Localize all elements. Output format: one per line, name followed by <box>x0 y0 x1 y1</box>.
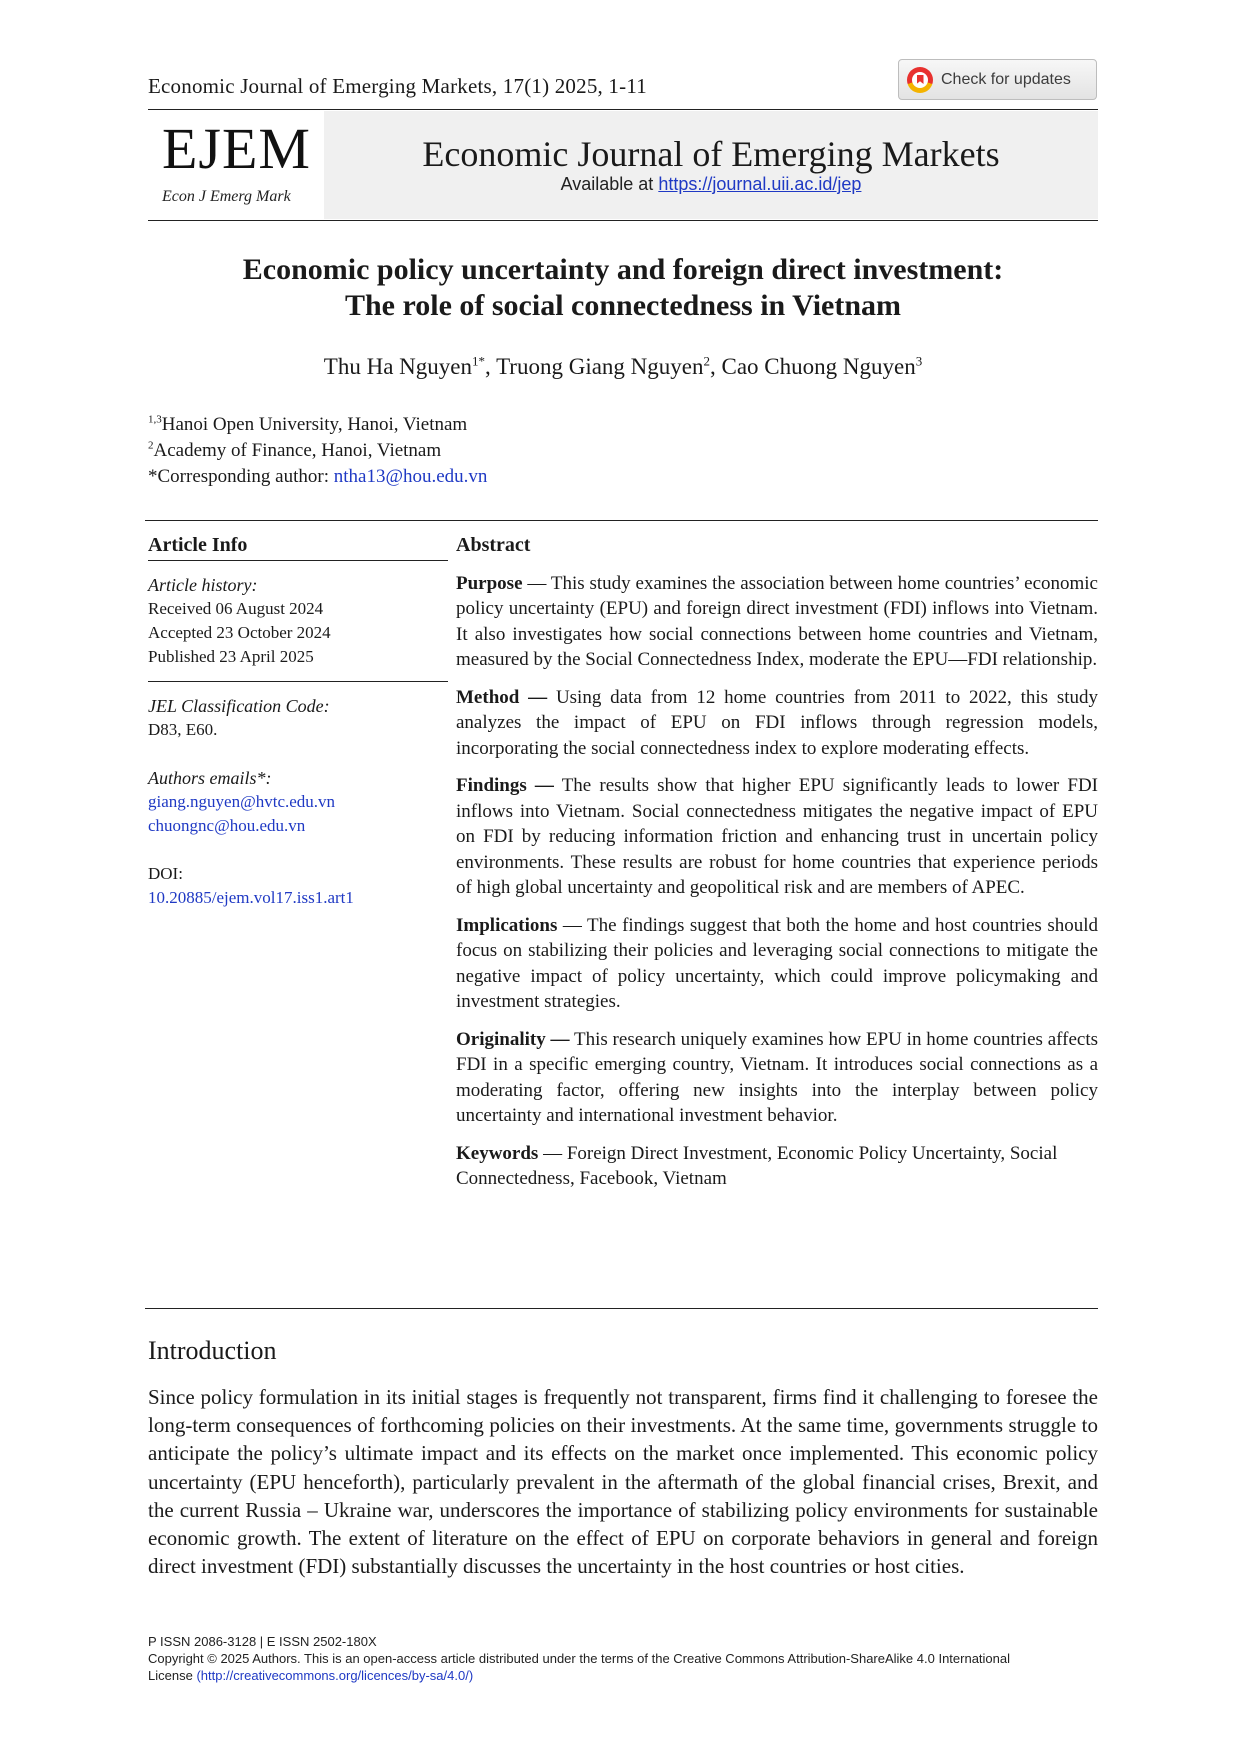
author-list: Thu Ha Nguyen$^{1*}$, Truong Giang Nguyen$^2$, Cao Chuong Nguyen$^3$ <box>323 353 923 379</box>
author-mark: 1* <box>471 353 485 369</box>
author-mark: 2 <box>703 353 710 369</box>
abstract-keywords: Keywords — Foreign Direct Investment, Economic Policy Uncertainty, Social Connectedness, Facebook, Vietnam <box>456 1142 1058 1189</box>
check-for-updates-button[interactable] <box>898 59 1097 100</box>
author-name: Thu Ha Nguyen <box>323 354 472 379</box>
accepted-date: Accepted 23 October 2024 <box>148 623 331 642</box>
author-email-link[interactable]: giang.nguyen@hvtc.edu.vn <box>148 792 336 811</box>
article-history: Article history: Received 06 August 2024 Accepted 23 October 2024 Published 23 April 2025 <box>148 561 448 682</box>
jel-classification: JEL Classification Code: D83, E60. <box>148 682 448 754</box>
journal-url-link[interactable]: https://journal.uii.ac.id/jep <box>658 174 862 194</box>
author-name: Truong Giang Nguyen <box>496 354 704 379</box>
author-name: Cao Chuong Nguyen <box>721 354 916 379</box>
abstract-panel <box>456 533 1098 1204</box>
logo-abbreviation: Econ J Emerg Mark <box>162 188 291 205</box>
received-date: Received 06 August 2024 <box>148 599 324 618</box>
author-emails: Authors emails*: giang.nguyen@hvtc.edu.vn chuongnc@hou.edu.vn <box>148 768 336 835</box>
journal-banner <box>148 111 1098 219</box>
introduction-heading: Introduction <box>148 1336 277 1365</box>
abstract-purpose: Purpose — This study examines the association between home countries’ economic policy uncertainty (EPU) and foreign direct investment (FDI) inflows into Vietnam. It also investigates how social connections between home countries and Vietnam, measured by the Social Connectedness Index, moderate the EPU—FDI relationship. <box>456 572 1098 670</box>
title-line-1: Economic policy uncertainty and foreign direct investment: <box>242 253 1004 286</box>
issn: P ISSN 2086-3128 | E ISSN 2502-180X <box>148 1634 377 1649</box>
author-email-link[interactable]: chuongnc@hou.edu.vn <box>148 816 306 835</box>
article-info-panel <box>148 533 448 922</box>
available-prefix: Available at <box>560 174 654 194</box>
abstract-originality: Originality — This research uniquely examines how EPU in home countries affects FDI in a specific emerging country, Vietnam. It introduces social connections as a moderating factor, offering new insights into the interplay between policy uncertainty and international investment behavior. <box>456 1028 1098 1126</box>
affiliations <box>148 412 487 490</box>
corresponding-author: *Corresponding author: ntha13@hou.edu.vn <box>148 466 488 487</box>
title-line-2: The role of social connectedness in Vietnam <box>344 289 902 322</box>
info-top-divider <box>145 520 1098 521</box>
author-mark: 3 <box>915 353 923 369</box>
header-divider <box>148 109 1098 110</box>
license-line: License (http://creativecommons.org/licences/by-sa/4.0/) <box>148 1668 474 1683</box>
check-for-updates-label: Check for updates <box>941 70 1071 88</box>
article-info-heading: Article Info <box>148 533 448 561</box>
journal-citation: Economic Journal of Emerging Markets, 17(1) 2025, 1-11 <box>148 74 647 98</box>
published-date: Published 23 April 2025 <box>148 647 314 666</box>
abstract-method: Method — Using data from 12 home countries from 2011 to 2022, this study analyzes the impact of EPU on FDI inflows through regression models, incorporating the social connectedness index to explore moderating effects. <box>456 686 1099 759</box>
page-footer <box>148 1633 1098 1684</box>
affiliation-2: $^2$Academy of Finance, Hanoi, Vietnam <box>148 439 442 461</box>
abstract-findings: Findings — The results show that higher EPU significantly leads to lower FDI inflows into Vietnam. Social connectedness mitigates the negative impact of EPU on FDI by reducing information friction and enhancing trust in uncertain policy environments. These results are robust for home countries that experience periods of high global uncertainty and geopolitical risk and are members of APEC. <box>456 775 1098 898</box>
doi-section: DOI: 10.20885/ejem.vol17.iss1.art1 <box>148 864 354 907</box>
journal-logo <box>148 111 324 219</box>
jel-codes: D83, E60. <box>148 720 218 739</box>
paper-title <box>148 252 1098 324</box>
info-bottom-divider <box>145 1308 1098 1309</box>
journal-name: Economic Journal of Emerging Markets <box>422 134 1000 174</box>
abstract-implications: Implications — The findings suggest that both the home and host countries should focus on stabilizing their policies and leveraging social connections to mitigate the negative impact of policy uncertainty, which could improve policymaking and investment strategies. <box>456 914 1098 1012</box>
logo-wordmark: EJEM <box>162 116 311 181</box>
affiliation-1: $^{1,3}$Hanoi Open University, Hanoi, Vietnam <box>148 413 468 435</box>
license-link[interactable]: (http://creativecommons.org/licences/by-sa/4.0/) <box>196 1668 474 1683</box>
crossmark-icon <box>907 67 933 93</box>
banner-divider <box>148 220 1098 221</box>
journal-availability <box>324 174 1098 195</box>
abstract-heading: Abstract <box>456 534 531 556</box>
copyright: Copyright © 2025 Authors. This is an open-access article distributed under the terms of the Creative Commons Attribution-ShareAlike 4.0 International <box>148 1651 1011 1666</box>
introduction-paragraph: Since policy formulation in its initial stages is frequently not transparent, firms find it challenging to foresee the long-term consequences of forthcoming policies on their investments. At the same time, governments struggle to anticipate the policy’s ultimate impact and its effects on the market once implemented. This economic policy uncertainty (EPU henceforth), particularly prevalent in the aftermath of the global financial crises, Brexit, and the current Russia – Ukraine war, underscores the importance of stabilizing policy environments for sustainable economic growth. The extent of literature on the effect of EPU on corporate behaviors in general and foreign direct investment (FDI) substantially discusses the uncertainty in the host countries or host cities. <box>148 1385 1098 1579</box>
corresponding-email-link[interactable]: ntha13@hou.edu.vn <box>333 466 488 487</box>
doi-link[interactable]: 10.20885/ejem.vol17.iss1.art1 <box>148 888 354 907</box>
